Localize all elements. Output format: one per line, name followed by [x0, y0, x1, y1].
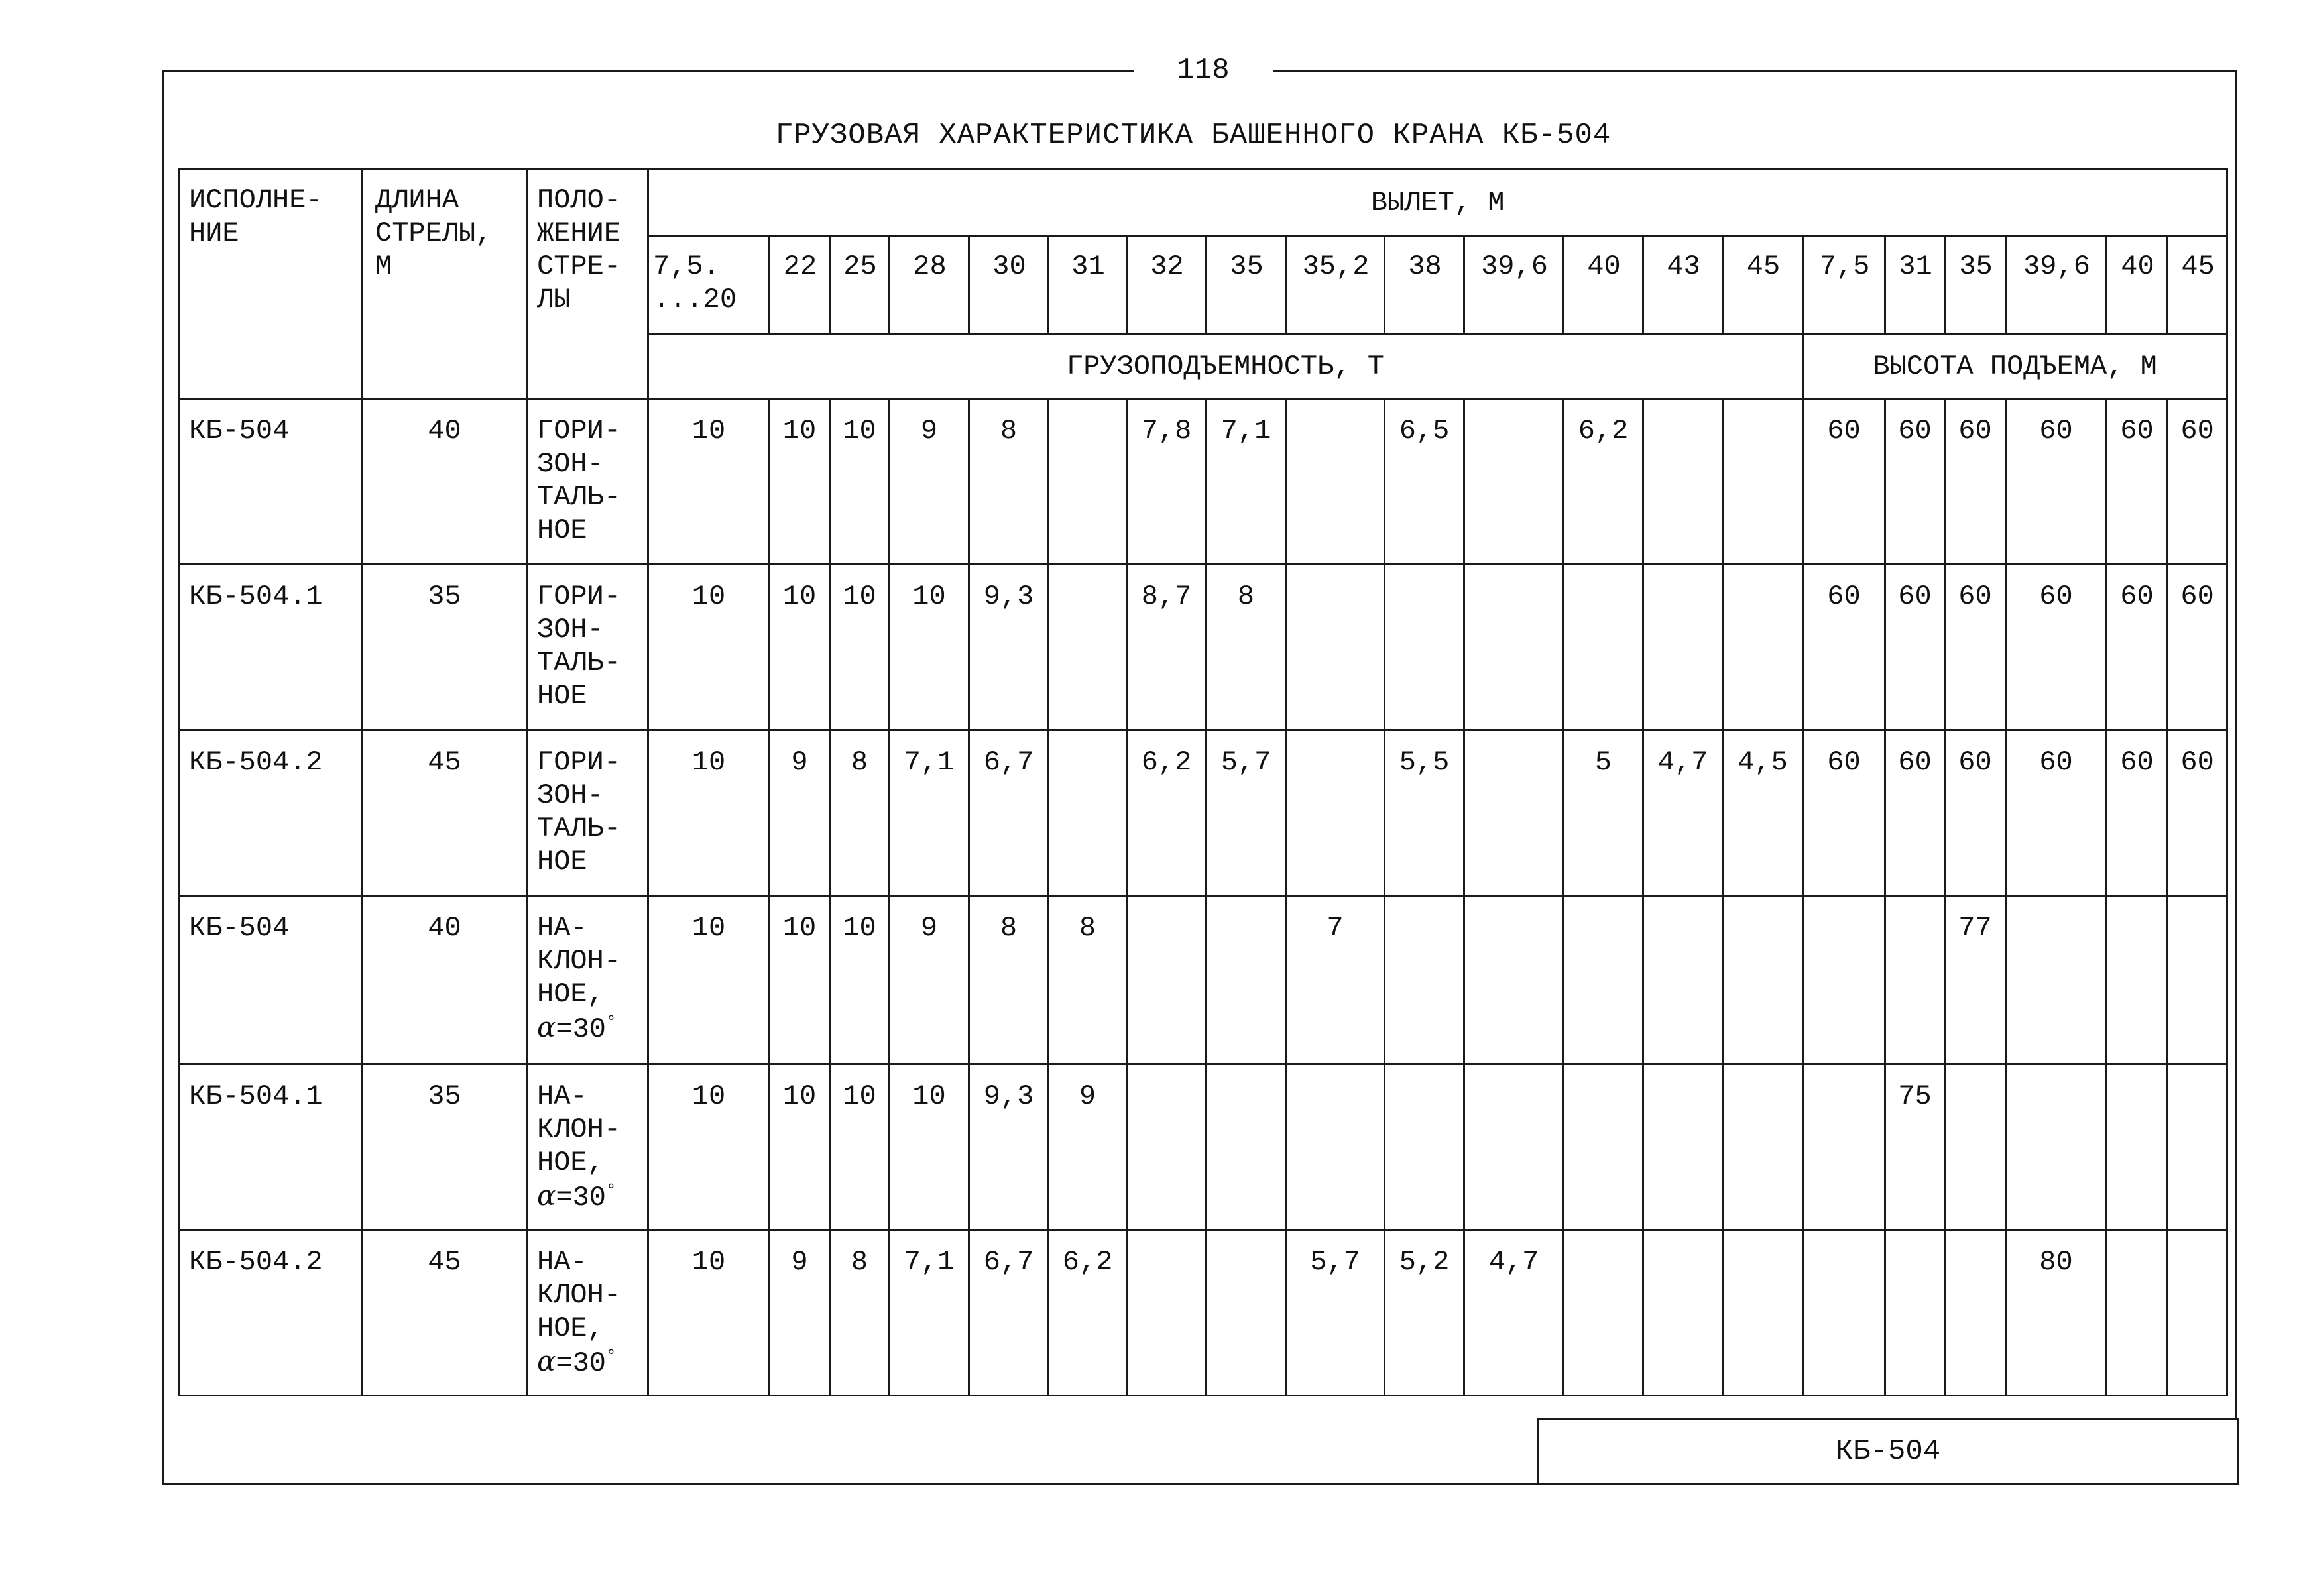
boom-position-line: НОЕ: [537, 514, 587, 546]
height-cell: [1803, 896, 1885, 1064]
capacity-cell: [1385, 896, 1464, 1064]
height-cell: [2107, 896, 2168, 1064]
capacity-cell: 5,5: [1385, 730, 1464, 896]
capacity-cell: 10: [830, 399, 890, 565]
variant-cell: КБ-504.2: [179, 730, 363, 896]
capacity-cell: [1464, 565, 1564, 730]
capacity-cell: 8: [969, 896, 1049, 1064]
capacity-cell: [1127, 896, 1207, 1064]
capacity-cell: [1564, 896, 1643, 1064]
boom-angle: [537, 1011, 640, 1046]
capacity-cell: 7: [1286, 896, 1385, 1064]
header-capacity-reach-2: 25: [830, 236, 890, 334]
boom-position-line: НОЕ,: [537, 1312, 604, 1344]
capacity-cell: [1564, 1064, 1643, 1230]
header-height-reach-3: 39,6: [2006, 236, 2107, 334]
capacity-cell: [1207, 1230, 1286, 1396]
capacity-cell: 4,5: [1723, 730, 1803, 896]
capacity-cell: 10: [648, 565, 770, 730]
boom-length-cell: 35: [363, 565, 527, 730]
boom-position-line: НА-: [537, 1080, 587, 1112]
capacity-cell: 8,7: [1127, 565, 1207, 730]
angle-value: =30: [556, 1347, 606, 1379]
variant-cell: КБ-504.1: [179, 1064, 363, 1230]
height-cell: 60: [1885, 399, 1945, 565]
height-cell: 60: [1803, 565, 1885, 730]
boom-length-cell: 40: [363, 896, 527, 1064]
boom-position-cell: [527, 1064, 648, 1230]
height-cell: 60: [2107, 565, 2168, 730]
capacity-cell: 9: [890, 399, 969, 565]
header-height-reach-4: 40: [2107, 236, 2168, 334]
variant-cell: КБ-504.1: [179, 565, 363, 730]
capacity-cell: [1464, 730, 1564, 896]
capacity-cell: 9: [770, 1230, 830, 1396]
capacity-cell: [1564, 565, 1643, 730]
variant-cell: КБ-504.2: [179, 1230, 363, 1396]
angle-value: =30: [556, 1182, 606, 1214]
boom-position-line: НА-: [537, 1246, 587, 1278]
header-capacity-group: ГРУЗОПОДЪЕМНОСТЬ, Т: [648, 334, 1803, 399]
boom-position-line: ТАЛЬ-: [537, 481, 621, 513]
capacity-cell: [1564, 1230, 1643, 1396]
boom-angle: [537, 1345, 640, 1380]
height-cell: [2107, 1064, 2168, 1230]
capacity-cell: [1723, 896, 1803, 1064]
height-cell: [1885, 896, 1945, 1064]
header-capacity-reach-6: 32: [1127, 236, 1207, 334]
table-row: [179, 896, 2227, 1064]
capacity-cell: 5,7: [1286, 1230, 1385, 1396]
capacity-cell: 10: [830, 896, 890, 1064]
boom-length-cell: 40: [363, 399, 527, 565]
capacity-cell: [1723, 565, 1803, 730]
header-height-reach-5: 45: [2168, 236, 2227, 334]
header-variant-label: ИСПОЛНЕ- НИЕ: [189, 184, 323, 249]
capacity-cell: 10: [648, 399, 770, 565]
capacity-cell: [1464, 1064, 1564, 1230]
header-capacity-reach-3: 28: [890, 236, 969, 334]
capacity-cell: [1049, 565, 1127, 730]
variant-cell: КБ-504: [179, 399, 363, 565]
variant-cell: КБ-504: [179, 896, 363, 1064]
capacity-cell: 6,2: [1049, 1230, 1127, 1396]
capacity-cell: 10: [648, 730, 770, 896]
height-cell: 80: [2006, 1230, 2107, 1396]
header-height-reach-2: 35: [1945, 236, 2006, 334]
height-cell: [2107, 1230, 2168, 1396]
boom-position-line: ГОРИ-: [537, 415, 621, 447]
capacity-cell: 5,7: [1207, 730, 1286, 896]
height-cell: [2168, 1230, 2227, 1396]
capacity-cell: 6,2: [1564, 399, 1643, 565]
capacity-cell: 6,7: [969, 730, 1049, 896]
boom-position-cell: [527, 1230, 648, 1396]
capacity-cell: 9,3: [969, 565, 1049, 730]
capacity-cell: [1286, 399, 1385, 565]
capacity-cell: 4,7: [1643, 730, 1723, 896]
height-cell: [2168, 1064, 2227, 1230]
height-cell: 60: [2006, 730, 2107, 896]
header-capacity-reach-13: 45: [1723, 236, 1803, 334]
capacity-cell: [1643, 399, 1723, 565]
header-capacity-reach-5: 31: [1049, 236, 1127, 334]
boom-position-cell: [527, 730, 648, 896]
capacity-cell: 6,2: [1127, 730, 1207, 896]
title-block: [1537, 1418, 2239, 1485]
capacity-cell: [1385, 565, 1464, 730]
capacity-cell: 9: [770, 730, 830, 896]
height-cell: [2006, 896, 2107, 1064]
height-cell: [1885, 1230, 1945, 1396]
header-capacity-reach-12: 43: [1643, 236, 1723, 334]
height-cell: 60: [2006, 565, 2107, 730]
height-cell: [1803, 1230, 1885, 1396]
height-cell: 77: [1945, 896, 2006, 1064]
boom-position-line: ГОРИ-: [537, 746, 621, 778]
height-cell: 60: [1945, 399, 2006, 565]
header-capacity-reach-8: 35,2: [1286, 236, 1385, 334]
boom-position-line: ТАЛЬ-: [537, 813, 621, 844]
table-row: [179, 1230, 2227, 1396]
table-row: [179, 399, 2227, 565]
table-row: [179, 565, 2227, 730]
boom-position-cell: [527, 399, 648, 565]
boom-length-cell: 45: [363, 1230, 527, 1396]
header-boom-length-label: ДЛИНА СТРЕЛЫ, М: [375, 184, 493, 282]
capacity-cell: [1207, 1064, 1286, 1230]
capacity-cell: 7,1: [890, 1230, 969, 1396]
header-height-reach-0: 7,5: [1803, 236, 1885, 334]
capacity-cell: 10: [648, 896, 770, 1064]
height-cell: [1945, 1064, 2006, 1230]
boom-position-line: ЗОН-: [537, 779, 604, 811]
header-capacity-reach-0: 7,5. ...20: [648, 236, 770, 334]
height-cell: 60: [1803, 399, 1885, 565]
capacity-cell: [1049, 399, 1127, 565]
alpha-symbol: α: [537, 1011, 556, 1043]
header-capacity-reach-10: 39,6: [1464, 236, 1564, 334]
capacity-cell: [1049, 730, 1127, 896]
header-boom-length: [363, 170, 527, 399]
capacity-cell: 10: [770, 896, 830, 1064]
capacity-cell: 8: [1049, 896, 1127, 1064]
capacity-cell: 10: [890, 1064, 969, 1230]
boom-position-line: ГОРИ-: [537, 581, 621, 612]
capacity-cell: 10: [648, 1230, 770, 1396]
capacity-cell: 9,3: [969, 1064, 1049, 1230]
capacity-cell: [1464, 896, 1564, 1064]
boom-position-cell: [527, 565, 648, 730]
boom-length-cell: 45: [363, 730, 527, 896]
boom-position-line: НОЕ: [537, 680, 587, 712]
capacity-cell: 8: [830, 1230, 890, 1396]
header-variant: [179, 170, 363, 399]
capacity-cell: [1723, 399, 1803, 565]
boom-angle: [537, 1179, 640, 1214]
height-cell: 60: [1945, 565, 2006, 730]
capacity-cell: [1286, 1064, 1385, 1230]
capacity-cell: 9: [890, 896, 969, 1064]
height-cell: 60: [2168, 399, 2227, 565]
boom-position-line: НОЕ,: [537, 978, 604, 1010]
boom-position-line: ЗОН-: [537, 448, 604, 480]
height-cell: [1803, 1064, 1885, 1230]
capacity-cell: [1723, 1230, 1803, 1396]
capacity-cell: [1127, 1230, 1207, 1396]
table-row: [179, 730, 2227, 896]
height-cell: 60: [1885, 730, 1945, 896]
boom-position-line: НОЕ: [537, 846, 587, 878]
header-row-reach: [179, 170, 2227, 236]
header-height-group: ВЫСОТА ПОДЪЕМА, М: [1803, 334, 2227, 399]
header-capacity-reach-9: 38: [1385, 236, 1464, 334]
capacity-cell: 4,7: [1464, 1230, 1564, 1396]
capacity-cell: 9: [1049, 1064, 1127, 1230]
capacity-cell: 10: [770, 565, 830, 730]
capacity-cell: 8: [969, 399, 1049, 565]
table-title: ГРУЗОВАЯ ХАРАКТЕРИСТИКА БАШЕННОГО КРАНА КБ-504: [775, 119, 1612, 152]
capacity-cell: 5: [1564, 730, 1643, 896]
capacity-cell: 10: [648, 1064, 770, 1230]
header-capacity-reach-4: 30: [969, 236, 1049, 334]
capacity-cell: [1207, 896, 1286, 1064]
alpha-symbol: α: [537, 1345, 556, 1377]
height-cell: [2168, 896, 2227, 1064]
capacity-cell: 7,1: [890, 730, 969, 896]
capacity-cell: 10: [770, 399, 830, 565]
capacity-cell: [1643, 565, 1723, 730]
header-boom-position: [527, 170, 648, 399]
header-capacity-reach-7: 35: [1207, 236, 1286, 334]
height-cell: [1945, 1230, 2006, 1396]
page-number: 118: [1134, 50, 1273, 90]
capacity-cell: 10: [890, 565, 969, 730]
header-reach-group: ВЫЛЕТ, М: [648, 170, 2227, 236]
capacity-cell: [1643, 896, 1723, 1064]
header-boom-position-label: ПОЛО- ЖЕНИЕ СТРЕ- ЛЫ: [537, 184, 621, 315]
capacity-cell: 10: [770, 1064, 830, 1230]
height-cell: 60: [1885, 565, 1945, 730]
boom-length-cell: 35: [363, 1064, 527, 1230]
degree-symbol: °: [606, 1012, 617, 1032]
capacity-cell: 7,8: [1127, 399, 1207, 565]
boom-position-line: ТАЛЬ-: [537, 647, 621, 679]
alpha-symbol: α: [537, 1179, 556, 1212]
capacity-cell: [1286, 565, 1385, 730]
load-characteristics-table: [178, 168, 2228, 1396]
capacity-cell: [1643, 1230, 1723, 1396]
boom-position-line: КЛОН-: [537, 1113, 621, 1145]
capacity-cell: 5,2: [1385, 1230, 1464, 1396]
height-cell: 60: [2107, 399, 2168, 565]
angle-value: =30: [556, 1013, 606, 1045]
title-block-label: КБ-504: [1835, 1435, 1941, 1468]
table-row: [179, 1064, 2227, 1230]
capacity-cell: 10: [830, 565, 890, 730]
height-cell: 60: [1803, 730, 1885, 896]
boom-position-line: НА-: [537, 912, 587, 944]
header-capacity-reach-1: 22: [770, 236, 830, 334]
capacity-cell: 8: [1207, 565, 1286, 730]
capacity-cell: [1127, 1064, 1207, 1230]
header-height-reach-1: 31: [1885, 236, 1945, 334]
boom-position-line: КЛОН-: [537, 1279, 621, 1311]
height-cell: 60: [1945, 730, 2006, 896]
boom-position-line: НОЕ,: [537, 1147, 604, 1178]
height-cell: 75: [1885, 1064, 1945, 1230]
capacity-cell: 10: [830, 1064, 890, 1230]
capacity-cell: [1643, 1064, 1723, 1230]
degree-symbol: °: [606, 1346, 617, 1366]
capacity-cell: 8: [830, 730, 890, 896]
capacity-cell: [1723, 1064, 1803, 1230]
boom-position-line: КЛОН-: [537, 945, 621, 977]
capacity-cell: [1286, 730, 1385, 896]
boom-position-line: ЗОН-: [537, 614, 604, 646]
boom-position-cell: [527, 896, 648, 1064]
capacity-cell: [1464, 399, 1564, 565]
header-capacity-reach-11: 40: [1564, 236, 1643, 334]
height-cell: [2006, 1064, 2107, 1230]
capacity-cell: 7,1: [1207, 399, 1286, 565]
height-cell: 60: [2168, 565, 2227, 730]
capacity-cell: [1385, 1064, 1464, 1230]
capacity-cell: 6,5: [1385, 399, 1464, 565]
capacity-cell: 6,7: [969, 1230, 1049, 1396]
height-cell: 60: [2107, 730, 2168, 896]
degree-symbol: °: [606, 1180, 617, 1200]
height-cell: 60: [2006, 399, 2107, 565]
height-cell: 60: [2168, 730, 2227, 896]
